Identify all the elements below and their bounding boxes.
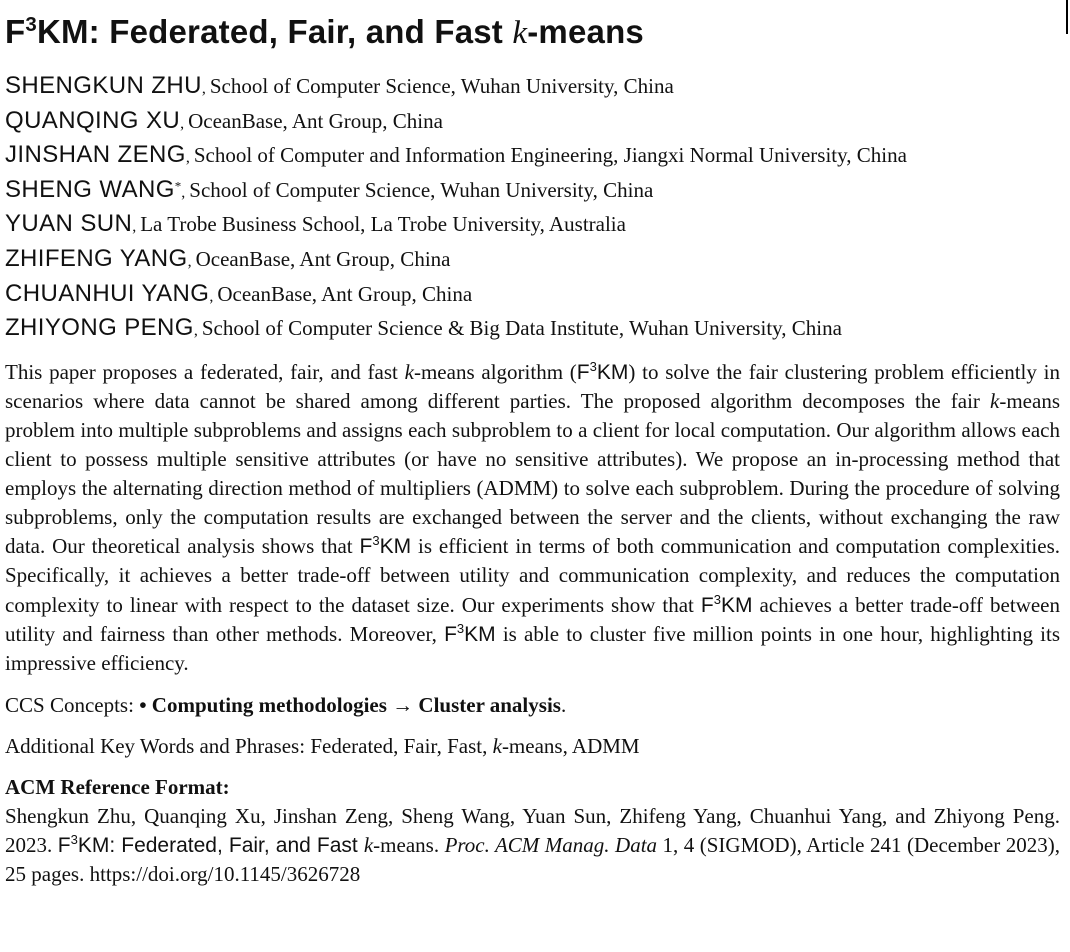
acm-reference-text: Shengkun Zhu, Quanqing Xu, Jinshan Zeng, Sheng Wang, Yuan Sun, Zhifeng Yang, Chuanhui Yang, and Zhiyong Peng. 2023. $F^3KM$: Federated, Fair, and Fast k-means. Proc. ACM Manag. Data 1, 4 (SIGMOD), Article 241 (December 2023), 25 pages. https://doi.org/10.1145/3626728 [5,803,1060,886]
page-edge-rule [1066,0,1068,34]
author-entry: JINSHAN ZENG, School of Computer and Information Engineering, Jiangxi Normal University, China [5,141,907,169]
paper-title: $F^3KM$: Federated, Fair, and Fast k-means [5,13,644,51]
author-affiliation: La Trobe Business School, La Trobe University, Australia [140,212,626,237]
ccs-concepts: CCS Concepts: • Computing methodologies → Cluster analysis. [5,692,567,717]
author-name: ZHIYONG PENG [5,314,194,342]
author-name: SHENGKUN ZHU [5,72,202,99]
author-entry: YUAN SUN, La Trobe Business School, La Trobe University, Australia [5,210,626,238]
acm-venue: Proc. ACM Manag. Data [444,832,658,857]
acm-reference-heading: ACM Reference Format: [5,774,230,799]
author-entry: ZHIFENG YANG, OceanBase, Ant Group, China [5,244,451,272]
author-affiliation: School of Computer and Information Engineering, Jiangxi Normal University, China [193,143,907,168]
author-name: CHUANHUI YANG [5,279,210,307]
author-affiliation: School of Computer Science, Wuhan University, China [209,74,674,98]
author-affiliation: School of Computer Science & Big Data Institute, Wuhan University, China [201,316,842,341]
ccs-concept: Computing methodologies → Cluster analysis [151,692,561,717]
author-list [5,69,1060,346]
author-affiliation: OceanBase, Ant Group, China [217,281,473,306]
author-name: ZHIFENG YANG [5,244,188,272]
author-affiliation: School of Computer Science, Wuhan University, China [189,177,654,202]
author-affiliation: OceanBase, Ant Group, China [188,108,443,133]
author-name: SHENG WANG [5,175,175,203]
author-name: QUANQING XU [5,106,181,134]
keywords: Additional Key Words and Phrases: Federated, Fair, Fast, k-means, ADMM [5,733,640,758]
author-entry: SHENG WANG*, School of Computer Science, Wuhan University, China [5,175,654,203]
author-affiliation: OceanBase, Ant Group, China [195,246,451,271]
corresponding-author-mark: * [174,178,182,194]
paper-page [5,0,1060,889]
keywords-label: Additional Key Words and Phrases: [5,733,311,758]
abstract: This paper proposes a federated, fair, and fast k-means algorithm $(F^3KM)$ to solve the fair clustering problem efficiently in scenarios where data cannot be shared among different parties. The proposed algorithm decomposes the fair k-means problem into multiple subproblems and assigns each subproblem to a client for local computation. Our algorithm allows each client to possess multiple sensitive attributes (or have no sensitive attributes). We propose an in-processing method that employs the alternating direction method of multipliers (ADMM) to solve each subproblem. During the procedure of solving subproblems, only the computation results are exchanged between the server and the clients, without exchanging the raw data. Our theoretical analysis shows that $F^3KM$ is efficient in terms of both communication and computation complexities. Specifically, it achieves a better trade-off between utility and communication complexity, and reduces the computation complexity to linear with respect to the dataset size. Our experiments show that $F^3KM$ achieves a better trade-off between utility and fairness than other methods. Moreover, $F^3KM$ is able to cluster five million points in one hour, highlighting its impressive efficiency. [5,358,1060,675]
author-entry: ZHIYONG PENG, School of Computer Science & Big Data Institute, Wuhan University, China [5,314,842,342]
author-entry: CHUANHUI YANG, OceanBase, Ant Group, China [5,279,473,307]
author-name: JINSHAN ZENG [5,141,186,169]
ccs-label: CCS Concepts: [5,692,140,717]
author-entry: SHENGKUN ZHU, School of Computer Science, Wuhan University, China [5,72,674,99]
author-name: YUAN SUN [5,210,133,238]
author-entry: QUANQING XU, OceanBase, Ant Group, China [5,106,443,134]
acm-reference-format [5,773,1060,889]
ccs-bullet: • [139,692,152,717]
